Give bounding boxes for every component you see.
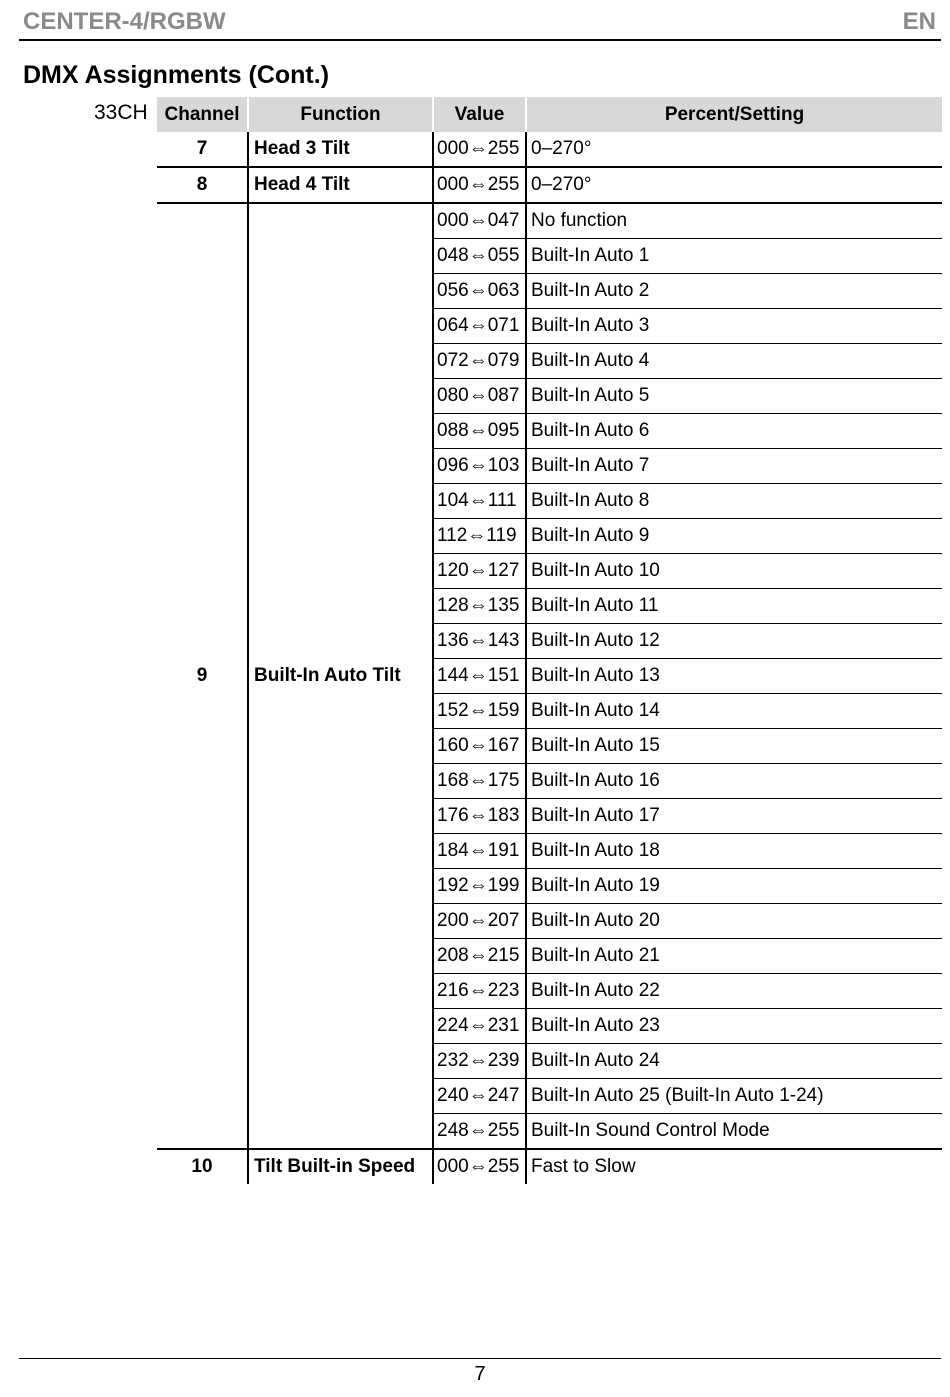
- header-divider: [19, 39, 941, 41]
- dmx-assignment-table: [157, 97, 942, 1184]
- setting-cell: Built-In Auto 18: [526, 834, 942, 869]
- setting-cell: Built-In Auto 21: [526, 939, 942, 974]
- value-cell: 096⇔103: [433, 449, 526, 484]
- value-cell: 088⇔095: [433, 414, 526, 449]
- value-cell: 216⇔223: [433, 974, 526, 1009]
- function-cell: Head 3 Tilt: [248, 132, 433, 167]
- value-cell: 000⇔255: [433, 1149, 526, 1184]
- column-header-value: Value: [433, 97, 526, 132]
- value-cell: 240⇔247: [433, 1079, 526, 1114]
- function-cell: Tilt Built-in Speed: [248, 1149, 433, 1184]
- value-cell: 152⇔159: [433, 694, 526, 729]
- dmx-mode-label: 33CH: [94, 101, 148, 124]
- value-cell: 248⇔255: [433, 1114, 526, 1150]
- table-header-row: [157, 97, 942, 132]
- channel-cell: 7: [157, 132, 248, 167]
- setting-cell: Built-In Auto 5: [526, 379, 942, 414]
- setting-cell: Built-In Auto 12: [526, 624, 942, 659]
- setting-cell: Built-In Auto 1: [526, 239, 942, 274]
- value-cell: 224⇔231: [433, 1009, 526, 1044]
- setting-cell: Built-In Auto 24: [526, 1044, 942, 1079]
- column-header-setting: Percent/Setting: [526, 97, 942, 132]
- value-cell: 000⇔255: [433, 132, 526, 167]
- setting-cell: Built-In Auto 14: [526, 694, 942, 729]
- value-cell: 000⇔047: [433, 203, 526, 239]
- value-cell: 176⇔183: [433, 799, 526, 834]
- setting-cell: Built-In Auto 10: [526, 554, 942, 589]
- setting-cell: Built-In Auto 23: [526, 1009, 942, 1044]
- value-cell: 112⇔119: [433, 519, 526, 554]
- setting-cell: Built-In Sound Control Mode: [526, 1114, 942, 1150]
- value-cell: 200⇔207: [433, 904, 526, 939]
- setting-cell: Built-In Auto 2: [526, 274, 942, 309]
- value-cell: 080⇔087: [433, 379, 526, 414]
- setting-cell: Built-In Auto 19: [526, 869, 942, 904]
- setting-cell: Built-In Auto 15: [526, 729, 942, 764]
- setting-cell: Built-In Auto 9: [526, 519, 942, 554]
- value-cell: 128⇔135: [433, 589, 526, 624]
- value-cell: 104⇔111: [433, 484, 526, 519]
- channel-cell: 9: [157, 203, 248, 1149]
- setting-cell: Built-In Auto 17: [526, 799, 942, 834]
- footer-divider: [19, 1358, 941, 1359]
- setting-cell: 0–270°: [526, 167, 942, 203]
- setting-cell: Built-In Auto 3: [526, 309, 942, 344]
- value-cell: 048⇔055: [433, 239, 526, 274]
- setting-cell: Built-In Auto 25 (Built-In Auto 1-24): [526, 1079, 942, 1114]
- channel-cell: 10: [191, 1156, 213, 1177]
- value-cell: 072⇔079: [433, 344, 526, 379]
- value-cell: 144⇔151: [433, 659, 526, 694]
- setting-cell: Built-In Auto 22: [526, 974, 942, 1009]
- setting-cell: 0–270°: [526, 132, 942, 167]
- setting-cell: Built-In Auto 11: [526, 589, 942, 624]
- value-cell: 184⇔191: [433, 834, 526, 869]
- setting-cell: Built-In Auto 6: [526, 414, 942, 449]
- page-number: 7: [474, 1363, 486, 1385]
- setting-cell: Built-In Auto 16: [526, 764, 942, 799]
- table-row: [157, 132, 942, 167]
- setting-cell: Built-In Auto 13: [526, 659, 942, 694]
- setting-cell: Built-In Auto 8: [526, 484, 942, 519]
- value-cell: 232⇔239: [433, 1044, 526, 1079]
- language-code: EN: [902, 8, 936, 35]
- setting-cell: Fast to Slow: [526, 1149, 942, 1184]
- document-product-title: CENTER-4/RGBW: [23, 8, 226, 35]
- value-cell: 192⇔199: [433, 869, 526, 904]
- value-cell: 000⇔255: [433, 167, 526, 203]
- function-cell: Head 4 Tilt: [248, 167, 433, 203]
- setting-cell: Built-In Auto 4: [526, 344, 942, 379]
- table-row: [157, 203, 942, 239]
- setting-cell: Built-In Auto 7: [526, 449, 942, 484]
- table-row: [157, 167, 942, 203]
- setting-cell: No function: [526, 203, 942, 239]
- table-row: [157, 1149, 942, 1184]
- value-cell: 056⇔063: [433, 274, 526, 309]
- value-cell: 168⇔175: [433, 764, 526, 799]
- value-cell: 208⇔215: [433, 939, 526, 974]
- value-cell: 064⇔071: [433, 309, 526, 344]
- column-header-function: Function: [248, 97, 433, 132]
- channel-cell: 8: [157, 167, 248, 203]
- section-title: DMX Assignments (Cont.): [23, 61, 330, 89]
- column-header-channel: Channel: [157, 97, 248, 132]
- value-cell: 160⇔167: [433, 729, 526, 764]
- value-cell: 136⇔143: [433, 624, 526, 659]
- setting-cell: Built-In Auto 20: [526, 904, 942, 939]
- function-cell: Built-In Auto Tilt: [248, 203, 433, 1149]
- value-cell: 120⇔127: [433, 554, 526, 589]
